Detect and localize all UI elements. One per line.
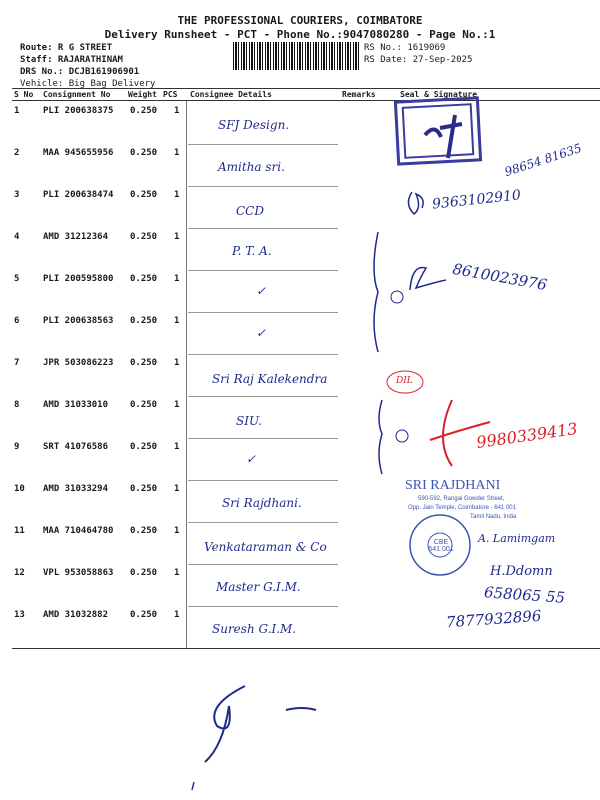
row-sno: 13 <box>14 610 25 620</box>
row-sno: 4 <box>14 232 20 242</box>
row-consignee-handwritten: ✓ <box>256 284 267 298</box>
signature-scribble-5 <box>410 267 446 290</box>
row-sno: 7 <box>14 358 20 368</box>
row-consignment: MAA 710464780 <box>43 526 114 536</box>
row-pcs: 1 <box>174 484 180 494</box>
sfj-stamp-icon <box>395 98 480 164</box>
row-consignment: PLI 200638474 <box>43 190 114 200</box>
rs-number: RS No.: 1619069 <box>364 43 446 53</box>
route: Route: R G STREET <box>20 43 113 53</box>
row-pcs: 1 <box>174 232 180 242</box>
row-pcs: 1 <box>174 316 180 326</box>
row-sno: 10 <box>14 484 25 494</box>
row-consignment: PLI 200595800 <box>43 274 114 284</box>
row-consignment: VPL 953058863 <box>43 568 114 578</box>
row-sno: 8 <box>14 400 20 410</box>
row-consignee-handwritten: Venkataraman & Co <box>204 540 327 554</box>
signature-scribble-3 <box>408 192 423 214</box>
row-pcs: 1 <box>174 148 180 158</box>
staff: Staff: RAJARATHINAM <box>20 55 123 65</box>
count-circle-2 <box>396 430 408 442</box>
row-consignee-handwritten: Sri Raj Kalekendra <box>212 372 328 386</box>
sig-phone-row3: 9363102910 <box>431 187 522 213</box>
col-consignee: Consignee Details <box>190 90 272 99</box>
row-consignee-handwritten: Amitha sri. <box>218 160 285 174</box>
col-sno: S No <box>14 90 34 99</box>
sig-row11: A. Lamimgam <box>478 532 556 545</box>
row-sno: 5 <box>14 274 20 284</box>
stamp-addr-2: Opp. Jain Temple, Coimbatore - 641 001 <box>408 505 516 511</box>
row-sno: 2 <box>14 148 20 158</box>
rs-date: RS Date: 27-Sep-2025 <box>364 55 473 65</box>
col-pcs: PCS <box>163 90 178 99</box>
row-consignee-handwritten: P. T. A. <box>232 244 272 258</box>
vehicle: Vehicle: Big Bag Delivery <box>20 79 156 89</box>
sig-phone-row5: 8610023976 <box>451 259 549 295</box>
sig-row12-b: 658065 55 <box>483 583 566 607</box>
row-consignment: MAA 945655956 <box>43 148 114 158</box>
stamp-circle-text: CBE 641 001 <box>428 539 454 553</box>
row-weight: 0.250 <box>130 148 158 158</box>
drs-number: DRS No.: DCJB161906901 <box>20 67 140 77</box>
row-consignment: AMD 31033294 <box>43 484 109 494</box>
sig-phone-row8: 9980339413 <box>475 419 579 452</box>
row-consignment: JPR 503086223 <box>43 358 114 368</box>
row-consignment: PLI 200638375 <box>43 106 114 116</box>
row-pcs: 1 <box>174 526 180 536</box>
bracket-rows-4-6 <box>374 232 378 352</box>
stamp-name: SRI RAJDHANI <box>405 478 501 493</box>
runsheet-subtitle: Delivery Runsheet - PCT - Phone No.:9047080280 - Page No.:1 <box>104 28 496 41</box>
row-consignee-handwritten: SIU. <box>236 414 262 428</box>
row-weight: 0.250 <box>130 190 158 200</box>
row-consignee-handwritten: CCD <box>236 204 264 218</box>
row-consignee-handwritten: ✓ <box>246 452 257 466</box>
row-pcs: 1 <box>174 190 180 200</box>
sig-row13: 7877932896 <box>445 606 542 632</box>
count-circle-3 <box>391 291 403 303</box>
row-consignment: AMD 31212364 <box>43 232 109 242</box>
row-consignee-handwritten: ✓ <box>256 326 267 340</box>
row-pcs: 1 <box>174 400 180 410</box>
stamp-addr-1: 590-592, Rangai Gowder Street, <box>418 496 505 502</box>
row-consignee-handwritten: SFJ Design. <box>218 118 290 132</box>
col-consignment: Consignment No <box>43 90 111 99</box>
stamp-addr-3: Tamil Nadu, India <box>470 514 517 520</box>
row-pcs: 1 <box>174 568 180 578</box>
row-consignee-handwritten: Sri Rajdhani. <box>222 496 302 510</box>
row-consignment: AMD 31032882 <box>43 610 109 620</box>
row-weight: 0.250 <box>130 442 158 452</box>
row-weight: 0.250 <box>130 484 158 494</box>
row-sno: 9 <box>14 442 20 452</box>
row-weight: 0.250 <box>130 232 158 242</box>
row-consignee-handwritten: Suresh G.I.M. <box>212 622 297 636</box>
row-weight: 0.250 <box>130 526 158 536</box>
row-sno: 6 <box>14 316 20 326</box>
row-pcs: 1 <box>174 274 180 284</box>
row-weight: 0.250 <box>130 106 158 116</box>
row-consignment: SRT 41076586 <box>43 442 109 452</box>
row-weight: 0.250 <box>130 316 158 326</box>
col-seal-signature: Seal & Signature <box>400 90 478 99</box>
row-sno: 3 <box>14 190 20 200</box>
row-weight: 0.250 <box>130 358 158 368</box>
col-weight: Weight <box>128 90 157 99</box>
row-weight: 0.250 <box>130 274 158 284</box>
row-weight: 0.250 <box>130 568 158 578</box>
sig-row12-a: H.Ddomn <box>490 564 553 579</box>
row-pcs: 1 <box>174 358 180 368</box>
company-title: THE PROFESSIONAL COURIERS, COIMBATORE <box>177 14 423 27</box>
row-consignment: PLI 200638563 <box>43 316 114 326</box>
bracket-rows-8-9 <box>379 400 382 474</box>
col-remarks: Remarks <box>342 90 376 99</box>
row-weight: 0.250 <box>130 610 158 620</box>
row-consignment: AMD 31033010 <box>43 400 109 410</box>
row-pcs: 1 <box>174 106 180 116</box>
row-pcs: 1 <box>174 442 180 452</box>
row-sno: 1 <box>14 106 20 116</box>
row-weight: 0.250 <box>130 400 158 410</box>
bottom-signature <box>205 686 316 762</box>
row-sno: 11 <box>14 526 25 536</box>
row-consignee-handwritten: Master G.I.M. <box>216 580 301 594</box>
row-pcs: 1 <box>174 610 180 620</box>
row-sno: 12 <box>14 568 25 578</box>
remark-dil: DIL <box>396 376 413 386</box>
sig-phone-row2: 98654 81635 <box>502 140 584 180</box>
